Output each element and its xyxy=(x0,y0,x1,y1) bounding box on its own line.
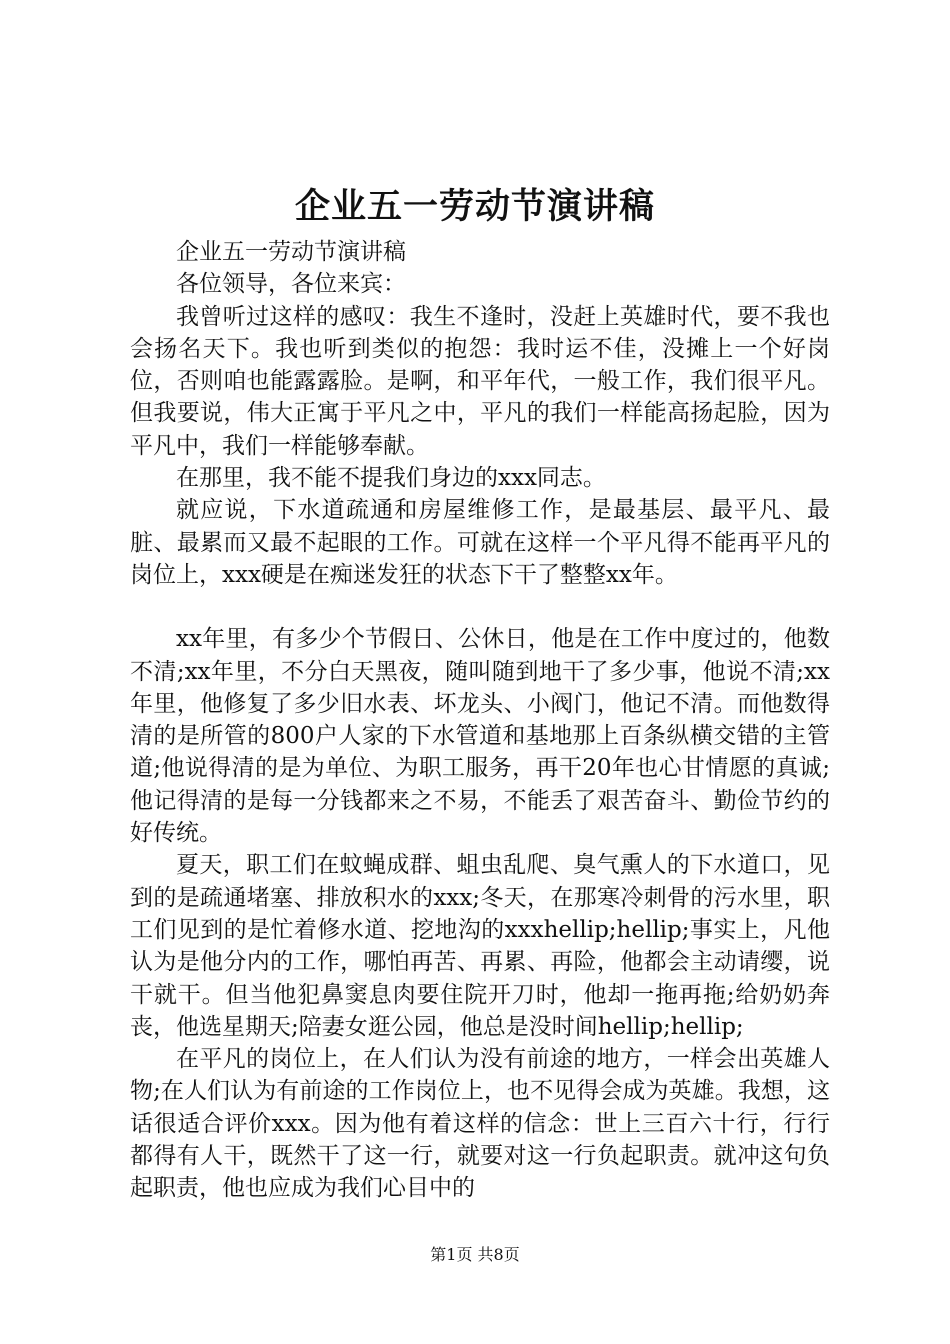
document-title: 企业五一劳动节演讲稿 xyxy=(294,186,655,227)
paragraph: 在那里，我不能不提我们身边的xxx同志。 xyxy=(176,465,606,492)
paragraph: xx年里，有多少个节假日、公休日，他是在工作中度过的，他数不清;xx年里，不分白天黑夜，随叫随到地干了多少事，他说不清;xx年里，他修复了多少旧水表、坏龙头、小阀门，他记不清。而他数得清的是所管的800户人家的下水管道和基地那上百条纵横交错的主管道;他说得清的是为单位、为职工服务，再干20年也心甘情愿的真诚;他记得清的是每一分钱都来之不易，不能丢了艰苦奋斗、勤俭节约的好传统。 xyxy=(130,626,830,847)
page-number: 第1页 共8页 xyxy=(430,1245,520,1264)
paragraph-greeting: 各位领导，各位来宾： xyxy=(176,271,406,298)
document-body xyxy=(130,236,830,1205)
paragraph: 就应说，下水道疏通和房屋维修工作，是最基层、最平凡、最脏、最累而又最不起眼的工作。可就在这样一个平凡得不能再平凡的岗位上，xxx硬是在痴迷发狂的状态下干了整整xx年。 xyxy=(130,497,830,588)
paragraph: 在平凡的岗位上，在人们认为没有前途的地方，一样会出英雄人物;在人们认为有前途的工作岗位上，也不见得会成为英雄。我想，这话很适合评价xxx。因为他有着这样的信念：世上三百六十行，行行都得有人干，既然干了这一行，就要对这一行负起职责。就冲这句负起职责，他也应成为我们心目中的 xyxy=(130,1046,830,1202)
paragraph: 我曾听过这样的感叹：我生不逢时，没赶上英雄时代，要不我也会扬名天下。我也听到类似的抱怨：我时运不佳，没摊上一个好岗位，否则咱也能露露脸。是啊，和平年代，一般工作，我们很平凡。但我要说，伟大正寓于平凡之中，平凡的我们一样能高扬起脸，因为平凡中，我们一样能够奉献。 xyxy=(130,303,830,459)
paragraph-subtitle: 企业五一劳动节演讲稿 xyxy=(176,239,406,265)
paragraph: 夏天，职工们在蚊蝇成群、蛆虫乱爬、臭气熏人的下水道口，见到的是疏通堵塞、排放积水的xxx;冬天，在那寒冷刺骨的污水里，职工们见到的是忙着修水道、挖地沟的xxxhellip;hellip;事实上，凡他认为是他分内的工作，哪怕再苦、再累、再险，他都会主动请缨，说干就干。但当他犯鼻窦息肉要住院开刀时，他却一拖再拖;给奶奶奔丧，他选星期天;陪妻女逛公园，他总是没时间hellip;hellip; xyxy=(130,852,830,1040)
